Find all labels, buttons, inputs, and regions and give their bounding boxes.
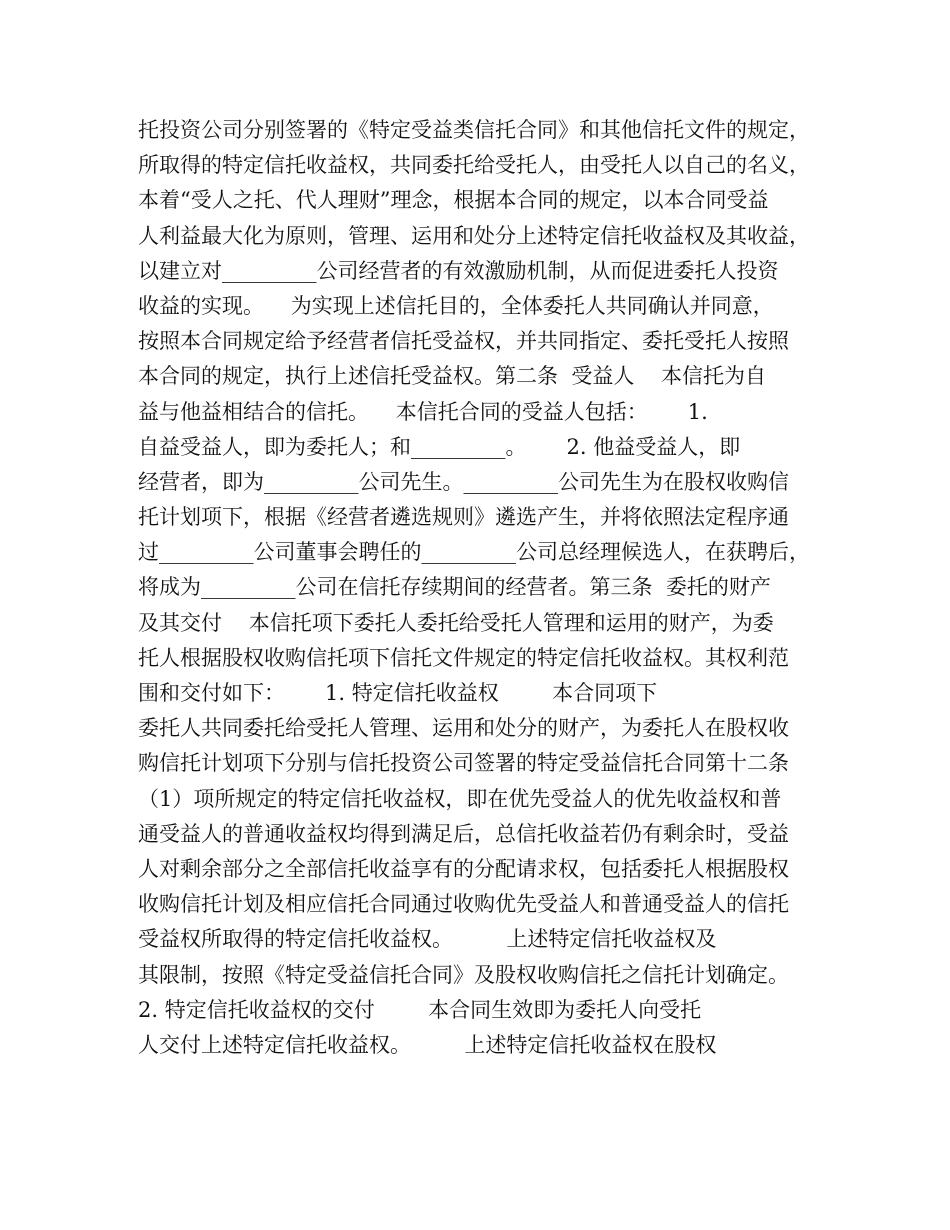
text-line-8: 本合同的规定，执行上述信托受益权。第二条 受益人 本信托为自 <box>138 364 767 389</box>
text-line-23: 收购信托计划及相应信托合同通过收购优先受益人和普通受益人的信托 <box>138 892 789 917</box>
text-line-5: 以建立对_________公司经营者的有效激励机制，从而促进委托人投资 <box>138 258 779 283</box>
text-line-9: 益与他益相结合的信托。 本信托合同的受益人包括： 1. <box>138 399 708 424</box>
text-line-4: 人利益最大化为原则，管理、运用和处分上述特定信托收益权及其收益， <box>138 223 810 248</box>
text-line-15: 及其交付 本信托项下委托人委托给受托人管理和运用的财产，为委 <box>138 610 774 635</box>
text-line-25: 其限制，按照《特定受益信托合同》及股权收购信托之信托计划确定。 <box>138 962 789 987</box>
text-line-11: 经营者，即为_________公司先生。_________公司先生为在股权收购信 <box>138 469 789 494</box>
text-line-24: 受益权所取得的特定信托收益权。 上述特定信托收益权及 <box>138 927 717 952</box>
text-line-22: 人对剩余部分之全部信托收益享有的分配请求权，包括委托人根据股权 <box>138 856 789 881</box>
text-line-18: 委托人共同委托给受托人管理、运用和处分的财产，为委托人在股权收 <box>138 716 789 741</box>
text-line-14: 将成为_________公司在信托存续期间的经营者。第三条 委托的财产 <box>138 575 771 600</box>
text-line-13: 过_________公司董事会聘任的_________公司总经理候选人，在获聘后， <box>138 540 810 565</box>
text-line-3: 本着“受人之托、代人理财”理念，根据本合同的规定，以本合同受益 <box>138 188 769 213</box>
text-line-21: 通受益人的普通收益权均得到满足后，总信托收益若仍有剩余时，受益 <box>138 821 789 846</box>
text-line-12: 托计划项下，根据《经营者遴选规则》遴选产生，并将依照法定程序通 <box>138 505 789 530</box>
text-line-1: 托投资公司分别签署的《特定受益类信托合同》和其他信托文件的规定， <box>138 118 810 142</box>
text-line-20: （1）项所规定的特定信托收益权，即在优先受益人的优先收益权和普 <box>138 786 782 811</box>
text-line-19: 购信托计划项下分别与信托投资公司签署的特定受益信托合同第十二条 <box>138 751 789 776</box>
text-line-17: 围和交付如下： 1. 特定信托收益权 本合同项下 <box>138 681 658 705</box>
text-line-16: 托人根据股权收购信托项下信托文件规定的特定信托收益权。其权利范 <box>138 645 789 670</box>
text-line-26: 2. 特定信托收益权的交付 本合同生效即为委托人向受托 <box>138 997 702 1022</box>
text-line-6: 收益的实现。 为实现上述信托目的，全体委托人共同确认并同意， <box>138 293 774 318</box>
text-line-27: 人交付上述特定信托收益权。 上述特定信托收益权在股权 <box>138 1032 717 1057</box>
text-line-2: 所取得的特定信托收益权，共同委托给受托人，由受托人以自己的名义， <box>138 153 810 178</box>
text-line-7: 按照本合同规定给予经营者信托受益权，并共同指定、委托受托人按照 <box>138 329 789 354</box>
text-line-10: 自益受益人，即为委托人；和_________。 2. 他益受益人，即 <box>138 434 741 459</box>
document-body <box>138 113 838 1063</box>
